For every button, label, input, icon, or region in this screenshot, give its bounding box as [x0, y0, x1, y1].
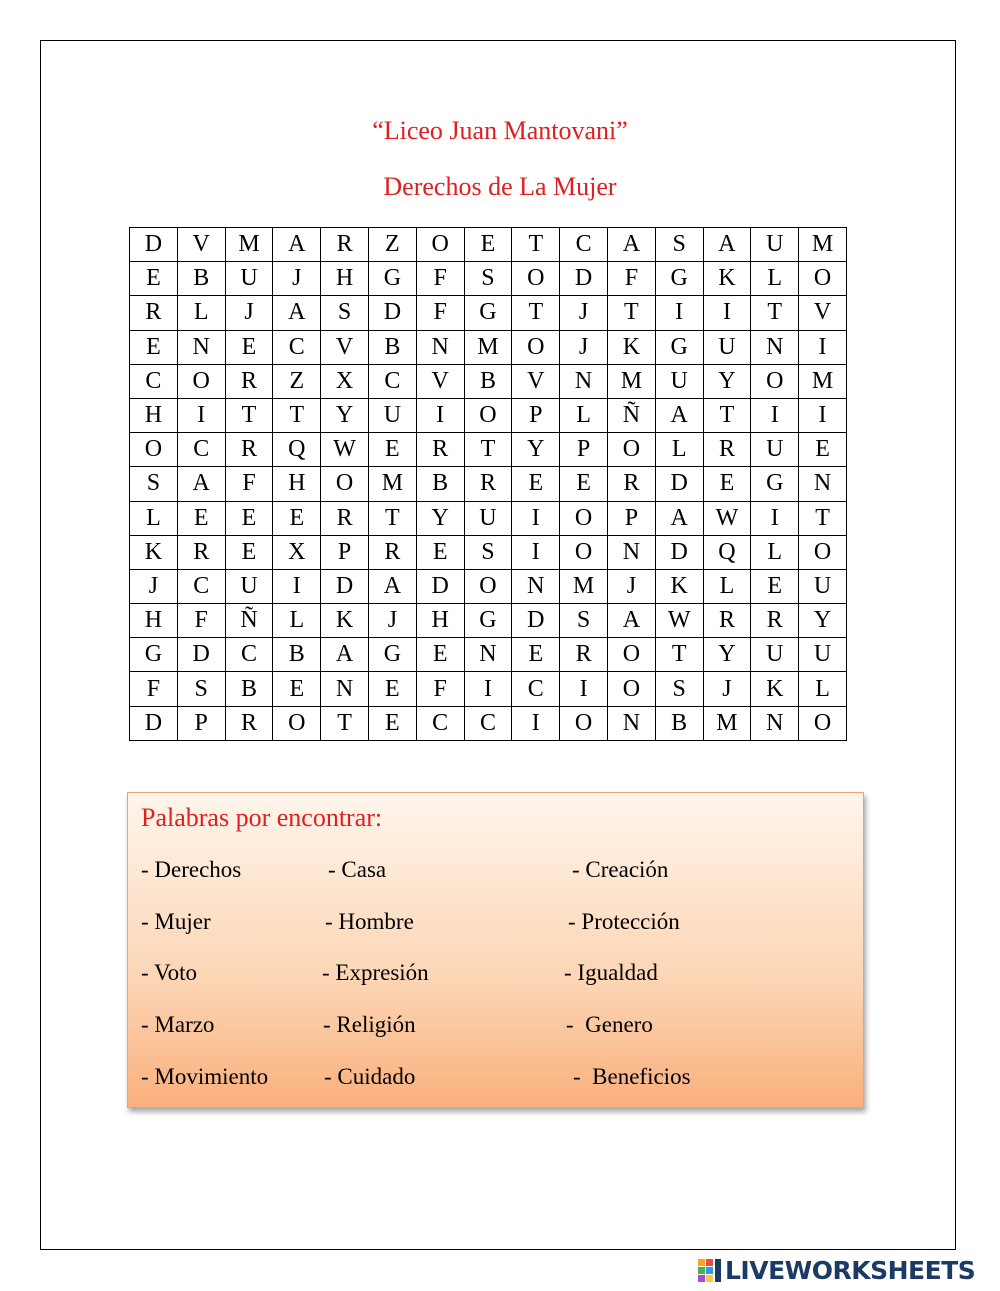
grid-cell[interactable]: P — [607, 501, 655, 535]
grid-row — [130, 296, 847, 330]
grid-cell[interactable]: E — [368, 672, 416, 706]
grid-cell[interactable]: E — [177, 501, 225, 535]
grid-cell[interactable]: O — [464, 398, 512, 432]
grid-cell[interactable]: R — [751, 604, 799, 638]
grid-cell[interactable]: D — [655, 467, 703, 501]
grid-cell[interactable]: C — [512, 672, 560, 706]
grid-cell[interactable]: I — [512, 706, 560, 740]
grid-cell[interactable]: L — [703, 569, 751, 603]
grid-cell[interactable]: E — [225, 501, 273, 535]
grid-cell[interactable]: G — [655, 330, 703, 364]
grid-cell[interactable]: S — [177, 672, 225, 706]
grid-cell[interactable]: P — [321, 535, 369, 569]
word-item: - Derechos — [141, 857, 242, 882]
grid-cell[interactable]: O — [607, 638, 655, 672]
grid-cell[interactable]: S — [464, 262, 512, 296]
grid-cell[interactable]: T — [751, 296, 799, 330]
grid-cell[interactable]: G — [368, 262, 416, 296]
grid-row — [130, 501, 847, 535]
grid-cell[interactable]: E — [273, 501, 321, 535]
grid-cell[interactable]: N — [607, 535, 655, 569]
grid-cell[interactable]: Y — [799, 604, 847, 638]
grid-cell[interactable]: T — [464, 433, 512, 467]
word-list-box — [127, 792, 864, 1108]
grid-cell[interactable]: Z — [368, 228, 416, 262]
grid-cell[interactable]: R — [177, 535, 225, 569]
grid-cell[interactable]: E — [799, 433, 847, 467]
grid-cell[interactable]: A — [273, 228, 321, 262]
grid-cell[interactable]: S — [655, 672, 703, 706]
grid-cell[interactable]: S — [321, 296, 369, 330]
grid-cell[interactable]: G — [751, 467, 799, 501]
grid-cell[interactable]: H — [130, 398, 178, 432]
grid-cell[interactable]: U — [751, 638, 799, 672]
grid-cell[interactable]: E — [225, 330, 273, 364]
grid-cell[interactable]: U — [225, 262, 273, 296]
grid-cell[interactable]: J — [130, 569, 178, 603]
grid-cell[interactable]: F — [225, 467, 273, 501]
grid-cell[interactable]: M — [225, 228, 273, 262]
grid-cell[interactable]: E — [130, 330, 178, 364]
grid-cell[interactable]: C — [368, 364, 416, 398]
grid-cell[interactable]: R — [321, 228, 369, 262]
grid-cell[interactable]: B — [464, 364, 512, 398]
grid-cell[interactable]: C — [225, 638, 273, 672]
grid-row — [130, 262, 847, 296]
grid-cell[interactable]: D — [512, 604, 560, 638]
grid-cell[interactable]: B — [368, 330, 416, 364]
word-item: - Voto — [141, 960, 198, 985]
grid-cell[interactable]: Q — [273, 433, 321, 467]
grid-cell[interactable]: O — [607, 433, 655, 467]
grid-cell[interactable]: V — [321, 330, 369, 364]
grid-cell[interactable]: Y — [321, 398, 369, 432]
grid-cell[interactable]: O — [464, 569, 512, 603]
grid-cell[interactable]: N — [751, 706, 799, 740]
worksheet-title: Derechos de La Mujer — [383, 172, 617, 201]
grid-cell[interactable]: G — [464, 296, 512, 330]
grid-cell[interactable]: F — [416, 262, 464, 296]
grid-cell[interactable]: C — [130, 364, 178, 398]
grid-cell[interactable]: U — [703, 330, 751, 364]
grid-cell[interactable]: L — [177, 296, 225, 330]
grid-cell[interactable]: K — [607, 330, 655, 364]
grid-cell[interactable]: R — [560, 638, 608, 672]
grid-cell[interactable]: J — [703, 672, 751, 706]
grid-cell[interactable]: O — [273, 706, 321, 740]
grid-cell[interactable]: M — [799, 364, 847, 398]
grid-cell[interactable]: F — [177, 604, 225, 638]
grid-cell[interactable]: H — [273, 467, 321, 501]
grid-cell[interactable]: R — [225, 433, 273, 467]
grid-cell[interactable]: X — [273, 535, 321, 569]
grid-cell[interactable]: M — [607, 364, 655, 398]
grid-cell[interactable]: W — [321, 433, 369, 467]
grid-cell[interactable]: F — [130, 672, 178, 706]
grid-cell[interactable]: E — [416, 535, 464, 569]
grid-cell[interactable]: R — [368, 535, 416, 569]
grid-cell[interactable]: R — [225, 364, 273, 398]
grid-cell[interactable]: A — [368, 569, 416, 603]
grid-cell[interactable]: F — [607, 262, 655, 296]
grid-cell[interactable]: J — [273, 262, 321, 296]
grid-cell[interactable]: D — [130, 228, 178, 262]
grid-row — [130, 638, 847, 672]
grid-cell[interactable]: L — [655, 433, 703, 467]
grid-cell[interactable]: B — [273, 638, 321, 672]
grid-cell[interactable]: Y — [703, 638, 751, 672]
grid-cell[interactable]: C — [464, 706, 512, 740]
grid-cell[interactable]: R — [225, 706, 273, 740]
grid-cell[interactable]: Z — [273, 364, 321, 398]
grid-cell[interactable]: R — [464, 467, 512, 501]
grid-cell[interactable]: D — [416, 569, 464, 603]
grid-cell[interactable]: N — [799, 467, 847, 501]
grid-cell[interactable]: N — [607, 706, 655, 740]
grid-cell[interactable]: Y — [703, 364, 751, 398]
grid-cell[interactable]: O — [512, 330, 560, 364]
word-item: - Beneficios — [573, 1064, 691, 1089]
grid-cell[interactable]: E — [560, 467, 608, 501]
grid-cell[interactable]: T — [607, 296, 655, 330]
grid-cell[interactable]: K — [751, 672, 799, 706]
grid-cell[interactable]: F — [416, 296, 464, 330]
word-item: - Igualdad — [564, 960, 658, 985]
grid-cell[interactable]: E — [416, 638, 464, 672]
word-item: - Expresión — [322, 960, 429, 985]
grid-cell[interactable]: I — [751, 501, 799, 535]
grid-cell[interactable]: I — [655, 296, 703, 330]
grid-cell[interactable]: B — [225, 672, 273, 706]
grid-row — [130, 398, 847, 432]
grid-cell[interactable]: R — [703, 433, 751, 467]
grid-cell[interactable]: E — [130, 262, 178, 296]
grid-cell[interactable]: L — [273, 604, 321, 638]
grid-cell[interactable]: J — [607, 569, 655, 603]
grid-cell[interactable]: P — [177, 706, 225, 740]
grid-cell[interactable]: A — [607, 228, 655, 262]
grid-cell[interactable]: G — [368, 638, 416, 672]
grid-row — [130, 364, 847, 398]
grid-cell[interactable]: T — [703, 398, 751, 432]
grid-cell[interactable]: U — [799, 569, 847, 603]
grid-row — [130, 535, 847, 569]
grid-cell[interactable]: I — [751, 398, 799, 432]
grid-cell[interactable]: X — [321, 364, 369, 398]
grid-cell[interactable]: C — [560, 228, 608, 262]
grid-cell[interactable]: S — [655, 228, 703, 262]
word-item: - Hombre — [325, 909, 414, 934]
grid-cell[interactable]: P — [560, 433, 608, 467]
grid-cell[interactable]: A — [703, 228, 751, 262]
grid-cell[interactable]: V — [512, 364, 560, 398]
grid-cell[interactable]: R — [607, 467, 655, 501]
grid-cell[interactable]: O — [560, 706, 608, 740]
grid-cell[interactable]: M — [560, 569, 608, 603]
grid-row — [130, 330, 847, 364]
grid-cell[interactable]: U — [655, 364, 703, 398]
grid-cell[interactable]: D — [177, 638, 225, 672]
grid-cell[interactable]: E — [368, 706, 416, 740]
grid-cell[interactable]: L — [799, 672, 847, 706]
grid-cell[interactable]: C — [416, 706, 464, 740]
grid-cell[interactable]: E — [368, 433, 416, 467]
grid-cell[interactable]: W — [655, 604, 703, 638]
grid-cell[interactable]: C — [177, 433, 225, 467]
grid-cell[interactable]: O — [130, 433, 178, 467]
word-item: - Mujer — [141, 909, 211, 934]
grid-cell[interactable]: H — [130, 604, 178, 638]
grid-cell[interactable]: J — [560, 296, 608, 330]
grid-cell[interactable]: E — [703, 467, 751, 501]
grid-cell[interactable]: I — [512, 535, 560, 569]
grid-cell[interactable]: C — [273, 330, 321, 364]
grid-cell[interactable]: N — [416, 330, 464, 364]
grid-cell[interactable]: I — [560, 672, 608, 706]
grid-cell[interactable]: A — [607, 604, 655, 638]
grid-cell[interactable]: A — [655, 398, 703, 432]
grid-cell[interactable]: P — [512, 398, 560, 432]
grid-cell[interactable]: O — [560, 535, 608, 569]
grid-cell[interactable]: O — [177, 364, 225, 398]
grid-cell[interactable]: I — [416, 398, 464, 432]
grid-cell[interactable]: S — [464, 535, 512, 569]
grid-cell[interactable]: T — [655, 638, 703, 672]
grid-cell[interactable]: A — [177, 467, 225, 501]
grid-cell[interactable]: L — [130, 501, 178, 535]
grid-cell[interactable]: A — [273, 296, 321, 330]
grid-cell[interactable]: J — [368, 604, 416, 638]
grid-cell[interactable]: N — [464, 638, 512, 672]
grid-cell[interactable]: E — [751, 569, 799, 603]
grid-cell[interactable]: F — [416, 672, 464, 706]
word-list-title: Palabras por encontrar: — [141, 803, 383, 832]
grid-cell[interactable]: K — [130, 535, 178, 569]
grid-cell[interactable]: J — [225, 296, 273, 330]
grid-cell[interactable]: B — [416, 467, 464, 501]
grid-cell[interactable]: U — [751, 433, 799, 467]
grid-cell[interactable]: O — [799, 262, 847, 296]
grid-row — [130, 228, 847, 262]
grid-cell[interactable]: E — [512, 638, 560, 672]
grid-cell[interactable]: I — [464, 672, 512, 706]
grid-cell[interactable]: O — [607, 672, 655, 706]
word-item: - Religión — [323, 1012, 416, 1037]
grid-cell[interactable]: I — [177, 398, 225, 432]
grid-cell[interactable]: D — [130, 706, 178, 740]
grid-cell[interactable]: E — [273, 672, 321, 706]
grid-cell[interactable]: Q — [703, 535, 751, 569]
grid-cell[interactable]: G — [130, 638, 178, 672]
grid-cell[interactable]: A — [655, 501, 703, 535]
grid-cell[interactable]: L — [751, 262, 799, 296]
grid-cell[interactable]: N — [177, 330, 225, 364]
grid-cell[interactable]: O — [560, 501, 608, 535]
grid-cell[interactable]: G — [464, 604, 512, 638]
grid-cell[interactable]: T — [512, 296, 560, 330]
word-item: - Genero — [566, 1012, 653, 1037]
grid-cell[interactable]: W — [703, 501, 751, 535]
grid-cell[interactable]: D — [655, 535, 703, 569]
grid-cell[interactable]: U — [751, 228, 799, 262]
grid-cell[interactable]: T — [273, 398, 321, 432]
grid-cell[interactable]: N — [512, 569, 560, 603]
grid-cell[interactable]: Ñ — [607, 398, 655, 432]
grid-cell[interactable]: M — [799, 228, 847, 262]
word-item: - Casa — [328, 857, 387, 882]
grid-cell[interactable]: Y — [512, 433, 560, 467]
grid-cell[interactable]: L — [751, 535, 799, 569]
grid-cell[interactable]: S — [560, 604, 608, 638]
word-item: - Movimiento — [141, 1064, 269, 1089]
grid-cell[interactable]: D — [560, 262, 608, 296]
grid-row — [130, 706, 847, 740]
grid-cell[interactable]: N — [321, 672, 369, 706]
grid-cell[interactable]: C — [177, 569, 225, 603]
grid-cell[interactable]: N — [560, 364, 608, 398]
grid-row — [130, 604, 847, 638]
grid-cell[interactable]: B — [655, 706, 703, 740]
grid-cell[interactable]: V — [177, 228, 225, 262]
grid-cell[interactable]: Y — [416, 501, 464, 535]
school-title: “Liceo Juan Mantovani” — [372, 116, 628, 145]
grid-cell[interactable]: A — [321, 638, 369, 672]
grid-cell[interactable]: T — [368, 501, 416, 535]
grid-cell[interactable]: M — [368, 467, 416, 501]
grid-cell[interactable]: E — [512, 467, 560, 501]
grid-cell[interactable]: V — [799, 296, 847, 330]
grid-cell[interactable]: E — [464, 228, 512, 262]
grid-cell[interactable]: R — [321, 501, 369, 535]
word-item: - Creación — [572, 857, 669, 882]
grid-cell[interactable]: O — [751, 364, 799, 398]
grid-cell[interactable]: B — [177, 262, 225, 296]
grid-cell[interactable]: R — [130, 296, 178, 330]
grid-cell[interactable]: I — [512, 501, 560, 535]
grid-cell[interactable]: T — [225, 398, 273, 432]
grid-cell[interactable]: H — [416, 604, 464, 638]
grid-cell[interactable]: I — [703, 296, 751, 330]
grid-cell[interactable]: O — [512, 262, 560, 296]
grid-cell[interactable]: R — [703, 604, 751, 638]
grid-cell[interactable]: D — [368, 296, 416, 330]
grid-cell[interactable]: R — [416, 433, 464, 467]
grid-cell[interactable]: N — [751, 330, 799, 364]
grid-cell[interactable]: T — [321, 706, 369, 740]
grid-cell[interactable]: M — [703, 706, 751, 740]
grid-cell[interactable]: K — [703, 262, 751, 296]
grid-cell[interactable]: O — [799, 535, 847, 569]
word-search-grid[interactable] — [129, 227, 847, 741]
word-item: - Cuidado — [324, 1064, 416, 1089]
grid-cell[interactable]: J — [560, 330, 608, 364]
grid-cell[interactable]: K — [321, 604, 369, 638]
grid-row — [130, 569, 847, 603]
grid-cell[interactable]: O — [321, 467, 369, 501]
grid-cell[interactable]: D — [321, 569, 369, 603]
grid-row — [130, 672, 847, 706]
grid-cell[interactable]: U — [799, 638, 847, 672]
grid-cell[interactable]: S — [130, 467, 178, 501]
grid-cell[interactable]: U — [368, 398, 416, 432]
grid-cell[interactable]: E — [225, 535, 273, 569]
grid-cell[interactable]: L — [560, 398, 608, 432]
grid-cell[interactable]: Ñ — [225, 604, 273, 638]
grid-cell[interactable]: U — [464, 501, 512, 535]
grid-cell[interactable]: I — [799, 330, 847, 364]
grid-cell[interactable]: T — [512, 228, 560, 262]
grid-cell[interactable]: G — [655, 262, 703, 296]
grid-cell[interactable]: U — [225, 569, 273, 603]
grid-cell[interactable]: I — [273, 569, 321, 603]
brand-name: LIVEWORKSHEETS — [725, 1255, 976, 1285]
grid-cell[interactable]: K — [655, 569, 703, 603]
word-item: - Marzo — [141, 1012, 215, 1037]
grid-row — [130, 467, 847, 501]
grid-cell[interactable]: T — [799, 501, 847, 535]
word-item: - Protección — [568, 909, 680, 934]
grid-cell[interactable]: O — [416, 228, 464, 262]
liveworksheets-logo-icon — [698, 1257, 722, 1283]
grid-cell[interactable]: M — [464, 330, 512, 364]
grid-cell[interactable]: O — [799, 706, 847, 740]
grid-cell[interactable]: H — [321, 262, 369, 296]
grid-cell[interactable]: V — [416, 364, 464, 398]
grid-cell[interactable]: I — [799, 398, 847, 432]
liveworksheets-brand — [698, 1255, 975, 1285]
grid-row — [130, 433, 847, 467]
